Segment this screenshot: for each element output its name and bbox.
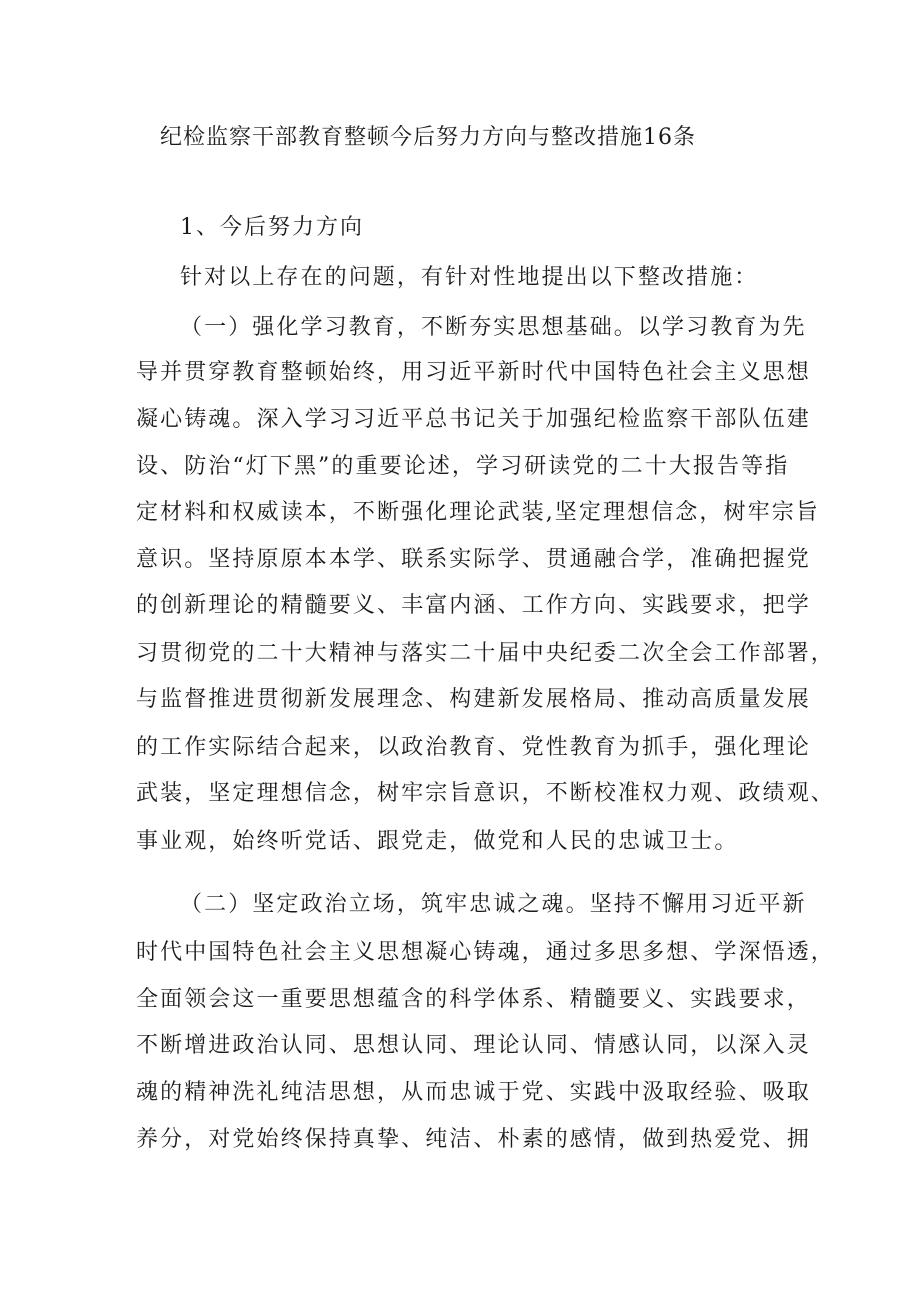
section-heading: 1、今后努力方向 — [180, 215, 364, 240]
paragraph-line: 意识。坚持原原本本学、联系实际学、贯通融合学，准确把握党 — [136, 547, 811, 572]
paragraph-line: 魂的精神洗礼纯洁思想，从而忠诚于党、实践中汲取经验、吸取 — [136, 1080, 811, 1105]
paragraph-line: 习贯彻党的二十大精神与落实二十届中央纪委二次全会工作部署， — [136, 641, 835, 666]
paragraph-line: 定材料和权威读本，不断强化理论武装,坚定理想信念，树牢宗旨 — [136, 500, 820, 525]
paragraph-line: 不断增进政治认同、思想认同、理论认同、情感认同，以深入灵 — [136, 1033, 811, 1058]
paragraph-line: （一）强化学习教育，不断夯实思想基础。以学习教育为先 — [180, 315, 807, 340]
paragraph-line: 养分，对党始终保持真挚、纯洁、朴素的感情，做到热爱党、拥 — [136, 1127, 811, 1152]
paragraph-line: 的创新理论的精髓要义、丰富内涵、工作方向、实践要求，把学 — [136, 593, 811, 618]
paragraph-line: 时代中国特色社会主义思想凝心铸魂，通过多思多想、学深悟透， — [136, 940, 835, 965]
paragraph-line: （二）坚定政治立场，筑牢忠诚之魂。坚持不懈用习近平新 — [180, 892, 807, 917]
paragraph-line: 全面领会这一重要思想蕴含的科学体系、精髓要义、实践要求， — [136, 987, 811, 1012]
paragraph-line: 武装，坚定理想信念，树牢宗旨意识，不断校准权力观、政绩观、 — [136, 781, 835, 806]
paragraph-line: 凝心铸魂。深入学习习近平总书记关于加强纪检监察干部队伍建 — [136, 407, 811, 432]
paragraph-line: 导并贯穿教育整顿始终，用习近平新时代中国特色社会主义思想 — [136, 360, 811, 385]
paragraph-line: 针对以上存在的问题，有针对性地提出以下整改措施： — [180, 265, 759, 290]
document-title: 纪检监察干部教育整顿今后努力方向与整改措施16条 — [160, 125, 696, 150]
paragraph-line: 的工作实际结合起来，以政治教育、党性教育为抓手，强化理论 — [136, 735, 811, 760]
paragraph-line: 设、防治“灯下黑”的重要论述，学习研读党的二十大报告等指 — [136, 454, 790, 479]
paragraph-line: 与监督推进贯彻新发展理念、构建新发展格局、推动高质量发展 — [136, 687, 811, 712]
paragraph-line: 事业观，始终听党话、跟党走，做党和人民的忠诚卫士。 — [136, 829, 739, 854]
